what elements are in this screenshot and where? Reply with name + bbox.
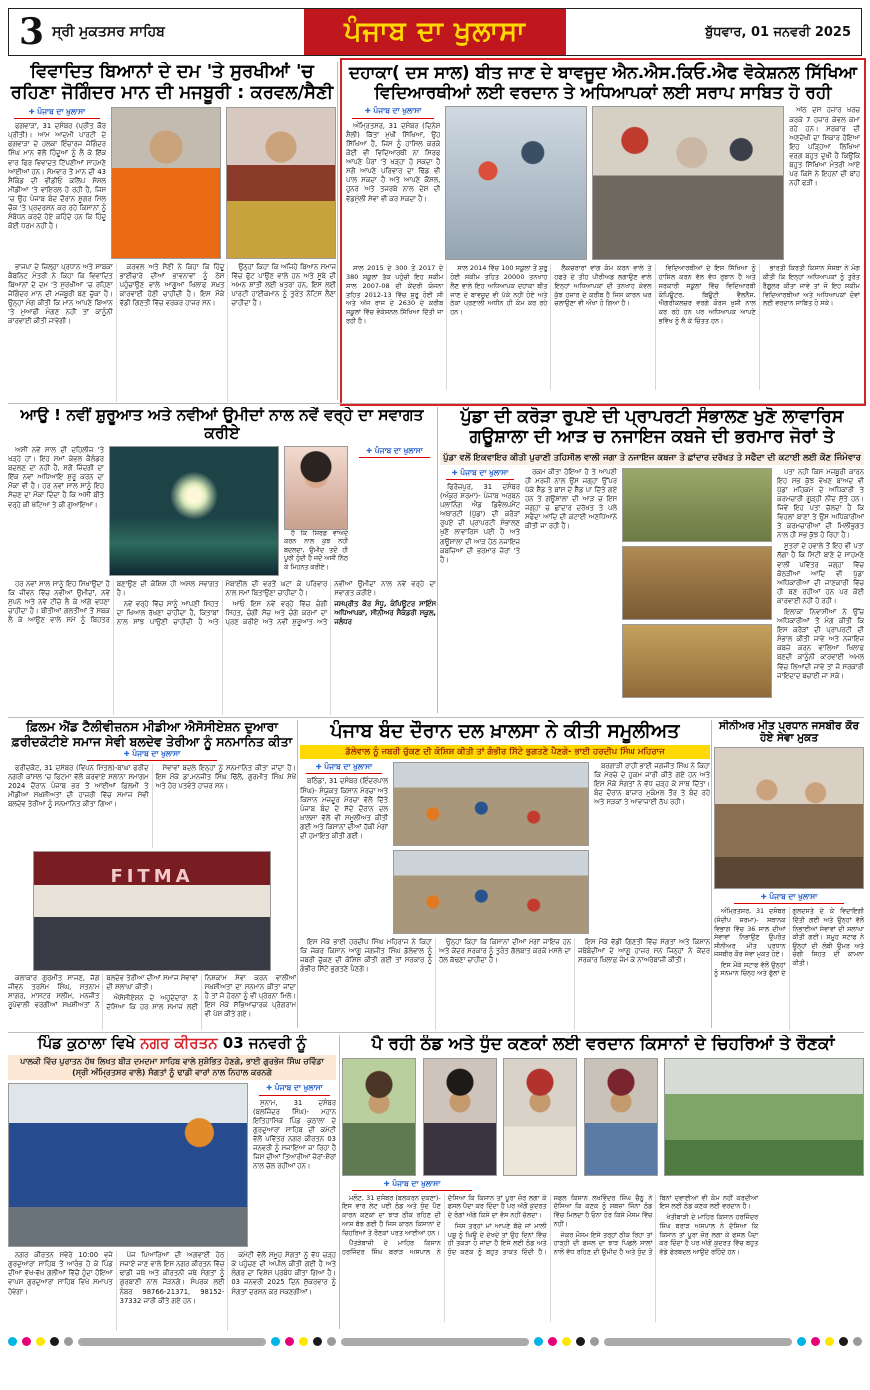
- article-punjab-bandh: [300, 720, 710, 1030]
- body-paragraph: ਕਮੇਟੀ ਵੱਲੋਂ ਸਮੂਹ ਸੰਗਤਾਂ ਨੂੰ ਵੱਧ ਚੜ੍ਹ ਕੇ ਪਹੁੰਚਣ ਦੀ ਅਪੀਲ ਕੀਤੀ ਗਈ ਹੈ ਅਤੇ ਲੰਗਰ ਦਾ ਵਿਸ਼ੇਸ਼ ਪ੍ਰਬੰਧ ਕੀਤਾ ਗਿਆ ਹੈ। 03 ਜਨਵਰੀ 2025 ਦਿਨ ਸ਼ੁੱਕਰਵਾਰ ਨੂੰ ਸੰਗਤਾਂ ਦਰਸ਼ਨ ਕਰ ਸਕਣਗੀਆਂ।: [231, 1251, 336, 1296]
- photo-fitma-group: [33, 851, 271, 971]
- body-paragraph: ਜਿਸ ਤਰ੍ਹਾਂ ਮਾਂ ਆਪਣੇ ਬੱਚੇ ਜਾਂ ਮਾਲੀ ਪਸ਼ੂ ਨੂੰ ਘਿਉ ਦੇ ਦੇਖਦੇ ਤਾਂ ਉਹ ਦਿਨਾਂ ਵਿੱਚ ਹੀ ਤਕੜਾ ਹੋ ਜਾਂਦਾ ਹੈ ਇਸੇ ਲਈ ਠੰਡ ਅਤੇ ਧੁੰਦ ਕਣਕ ਨੂੰ ਬਹੁਤ ਤਾਕਤ ਦਿੰਦੀ ਹੈ। ਸਫਲ ਕਿਸਾਨ ਲਖਵਿੰਦਰ ਸਿੰਘ ਚੈਨੂ ਨੇ ਦੱਸਿਆ ਕਿ ਕਣਕ ਨੂੰ ਸਬਜ਼ਾ ਜਿੰਨਾ ਠੰਡ ਵਿੱਚ ਮਿਲਦਾ ਹੈ ਓਨਾ ਹੋਰ ਕਿਸੇ ਮੌਸਮ ਵਿੱਚ ਨਹੀਂ।: [447, 1193, 653, 1256]
- body-paragraph: ਨਵੇਂ ਵਰ੍ਹੇ ਵਿੱਚ ਸਾਨੂੰ ਆਪਣੀ ਸਿਹਤ ਦਾ ਖਿਆਲ ਰੱਖਣਾ ਚਾਹੀਦਾ ਹੈ, ਕਿਤਾਬਾਂ ਨਾਲ ਸਾਂਝ ਪਾਉਣੀ ਚਾਹੀਦੀ ਹੈ ਅਤੇ ਮੋਬਾਈਲ ਦੀ ਵਰਤੋਂ ਘਟਾ ਕੇ ਪਰਿਵਾਰ ਨਾਲ ਸਮਾਂ ਬਿਤਾਉਣਾ ਚਾਹੀਦਾ ਹੈ।: [116, 579, 328, 627]
- reg-dot-black: [50, 1337, 59, 1346]
- body-paragraph: ਭਾਰਤੀ ਕਿਰਤੀ ਕਿਸਾਨ ਸੰਸਥਾ ਨੇ ਮੰਗ ਕੀਤੀ ਕਿ ਇਨ੍ਹਾਂ ਅਧਿਆਪਕਾਂ ਨੂੰ ਤੁਰੰਤ ਰੈਗੂਲਰ ਕੀਤਾ ਜਾਵੇ ਤਾਂ ਜੋ ਇਹ ਸਕੀਮ ਵਿਦਿਆਰਥੀਆਂ ਅਤੇ ਅਧਿਆਪਕਾਂ ਦੋਵਾਂ ਲਈ ਵਰਦਾਨ ਸਾਬਿਤ ਹੋ ਸਕੇ।: [762, 264, 860, 308]
- photo-farewell-ceremony: [714, 747, 864, 889]
- photo-felled-branches: [622, 624, 772, 698]
- lead-text: [8, 764, 296, 848]
- print-registration-marks: [8, 1337, 862, 1346]
- article-wheat-weather: [342, 1035, 864, 1331]
- headline: ਪੁੱਡਾ ਦੀ ਕਰੋੜਾ ਰੁਪਏ ਦੀ ਪ੍ਰਾਪਰਟੀ ਸੰਭਾਲਣ ਖੁਣੋ ਲਾਵਾਰਿਸ ਗਊਸ਼ਾਲਾ ਦੀ ਆੜ ਚ ਨਜਾਇਜ ਕਬਜੇ ਦੀ ਭਰਮਾਰ ਜੋਰਾਂ ਤੇ: [460, 407, 844, 448]
- lead-text: [440, 483, 520, 565]
- body-paragraph: ਇਸ ਮੌਕੇ ਸਟਾਫ ਵੱਲੋਂ ਉਨ੍ਹਾਂ ਨੂੰ ਸਨਮਾਨ ਚਿੰਨ੍ਹ ਅਤੇ ਫੁੱਲਾਂ ਦੇ ਗੁਲਦਸਤੇ ਦੇ ਕੇ ਵਿਦਾਇਗੀ ਦਿੱਤੀ ਗਈ ਅਤੇ ਉਨ੍ਹਾਂ ਵੱਲੋਂ ਨਿਭਾਈਆਂ ਸੇਵਾਵਾਂ ਦੀ ਸ਼ਲਾਘਾ ਕੀਤੀ ਗਈ। ਸਮੂਹ ਸਟਾਫ ਨੇ ਉਨ੍ਹਾਂ ਦੀ ਲੰਬੀ ਉਮਰ ਅਤੇ ਚੰਗੀ ਸਿਹਤ ਦੀ ਕਾਮਨਾ ਕੀਤੀ।: [714, 907, 864, 978]
- body-text: [346, 264, 860, 390]
- body-paragraph: ਰਕਮ ਕੀਤਾ ਹੋਇਆ ਹੈ ਤੇ ਆਪਣੀ ਹੀ ਮਰਜ਼ੀ ਨਾਲ ਉਸ ਜਗ੍ਹਾ ਉੱਪਰ ਪੱਕੇ ਸ਼ੈੱਡ ਤੇ ਬਾਂਸ ਦੇ ਸ਼ੈੱਡ ਪਾ ਦਿੱਤੇ ਗਏ ਹਨ ਤੇ ਗਊਸ਼ਾਲਾ ਦੀ ਆੜ ਚ ਇਸ ਜਗ੍ਹਾ ਚ ਛਾਂਦਾਰ ਦਰੱਖਤ ਤੇ ਪਲੇ ਸਫੈਦਾ ਆਦਿ ਦੀ ਕਟਾਈ ਅਣਧਿਆਨੇ ਕੀਤੀ ਜਾ ਰਹੀ ਹੈ।: [525, 467, 617, 531]
- reg-dot-cyan: [797, 1337, 806, 1346]
- reg-dot-gray: [590, 1337, 599, 1346]
- lead-text: [300, 777, 388, 841]
- body-paragraph: ਫਰੀਦਕੋਟ, 31 ਦਸੰਬਰ (ਵਿਪਨ ਮਿੱਤਲ)-ਬਾਘਾ ਫਰੀਦ ਨਗਰੀ ਕਾਂਸਲ 'ਚ ਫਿਟਮਾ ਵੱਲੋਂ ਕਰਵਾਏ ਸਲਾਨਾ ਸਮਾਗਮ 2024 ਦੌਰਾਨ ਪੰਜਾਬ ਭਰ ਤੋਂ ਆਈਆਂ ਫ਼ਿਲਮੀ ਤੇ ਮੀਡੀਆ ਸਖ਼ਸ਼ੀਅਤਾਂ ਦੀ ਹਾਜ਼ਰੀ ਵਿੱਚ ਸਮਾਜ ਸੇਵੀ ਬਲਦੇਵ ਤੇਰੀਆ ਨੂੰ ਸਨਮਾਨਿਤ ਕੀਤਾ ਗਿਆ।: [8, 764, 149, 809]
- body-paragraph: ਸੇਵਾਵਾਂ ਬਦਲੇ ਇਨ੍ਹਾਂ ਨੂੰ ਸਨਮਾਨਿਤ ਕੀਤਾ ਜਾਂਦਾ ਹੈ। ਇਸ ਮੌਕੇ ਡਾ.ਮਨਜੀਤ ਸਿੰਘ ਢਿੱਲੋਂ, ਗੁਰਮੀਤ ਸਿੰਘ ਸੇਖੋਂ ਅਤੇ ਹੋਰ ਪਤਵੰਤੇ ਹਾਜ਼ਰ ਸਨ।: [155, 764, 296, 791]
- body-paragraph: ਨਗਰ ਕੀਰਤਨ ਸਵੇਰੇ 10:00 ਵਜੇ ਗੁਰਦੁਆਰਾ ਸਾਹਿਬ ਤੋਂ ਆਰੰਭ ਹੋ ਕੇ ਪਿੰਡ ਦੀਆਂ ਵੱਖ-ਵੱਖ ਗਲੀਆਂ ਵਿੱਚੋਂ ਹੁੰਦਾ ਹੋਇਆ ਵਾਪਸ ਗੁਰਦੁਆਰਾ ਸਾਹਿਬ ਵਿਖੇ ਸਮਾਪਤ ਹੋਵੇਗਾ।: [8, 1251, 113, 1296]
- photo-foggy-wheat-field: [664, 1058, 864, 1176]
- article-retirement: [714, 720, 864, 1030]
- photo-stack: [393, 762, 589, 934]
- body-paragraph: ਸਾਲ 2014 ਵਿੱਚ 100 ਸਕੂਲਾਂ ਤੋਂ ਸ਼ੁਰੂ ਹੋਈ ਸਕੀਮ ਤਹਿਤ 20000 ਤਨਖਾਹ ਲੈਣ ਵਾਲੇ ਇਹ ਅਧਿਆਪਕ ਦਹਾਕਾ ਬੀਤ ਜਾਣ ਦੇ ਬਾਵਜੂਦ ਵੀ ਪੱਕੇ ਨਹੀਂ ਹੋਏ ਅਤੇ ਠੇਕਾ ਪ੍ਰਣਾਲੀ ਅਧੀਨ ਹੀ ਕੰਮ ਕਰ ਰਹੇ ਹਨ।: [450, 264, 548, 316]
- headline: ਵਿਵਾਦਿਤ ਬਿਆਨਾਂ ਦੇ ਦਮ 'ਤੇ ਸੁਰਖੀਆਂ 'ਚ ਰਹਿਣਾ ਜੋਗਿੰਦਰ ਮਾਨ ਦੀ ਮਜਬੂਰੀ : ਕਰਵਲ/ਸੈਣੀ: [10, 62, 334, 103]
- reg-dot-black: [839, 1337, 848, 1346]
- side-column: [594, 762, 710, 930]
- divider: [8, 1032, 864, 1033]
- byline-tag: [734, 892, 844, 904]
- reg-dot-magenta: [811, 1337, 820, 1346]
- plus-icon: ✚: [451, 468, 458, 477]
- body-paragraph: ਫਿਰੋਜ਼ਪੁਰ, 31 ਦਸੰਬਰ (ਅੰਕੁਰ ਸ਼ਰਮਾ)- ਪੰਜਾਬ ਅਰਬਨ ਪਲਾਨਿੰਗ ਐਂਡ ਡਿਵੈਲਪਮੈਂਟ ਅਥਾਰਟੀ (ਪੁੱਡਾ) ਦੀ ਕਰੋੜਾਂ ਰੁਪਏ ਦੀ ਪ੍ਰਾਪਰਟੀ ਸੰਭਾਲਣ ਖੁਣੋਂ ਲਾਵਾਰਿਸ ਪਈ ਹੈ ਅਤੇ ਗਊਸ਼ਾਲਾ ਦੀ ਆੜ ਹੇਠ ਨਜਾਇਜ਼ ਕਬਜ਼ਿਆਂ ਦੀ ਭਰਮਾਰ ਜ਼ੋਰਾਂ 'ਤੇ ਹੈ।: [440, 482, 520, 564]
- byline-label: ਪੰਜਾਬ ਦਾ ਖੁਲਾਸਾ: [460, 467, 509, 477]
- body-paragraph: ਬਠਿੰਡਾ, 31 ਦਸੰਬਰ (ਇੰਦਰਪਾਲ ਸਿੰਘ)- ਸੰਯੁਕਤ ਕਿਸਾਨ ਮੋਰਚਾ ਅਤੇ ਕਿਸਾਨ ਮਜ਼ਦੂਰ ਮੋਰਚਾ ਵੱਲੋਂ ਦਿੱਤੇ ਪੰਜਾਬ ਬੰਦ ਦੇ ਸੱਦੇ ਦੌਰਾਨ ਦਲ ਖ਼ਾਲਸਾ ਵੱਲੋਂ ਵੀ ਸਮੂਲੀਅਤ ਕੀਤੀ ਗਈ ਅਤੇ ਕਿਸਾਨਾਂ ਦੀਆਂ ਹੱਕੀ ਮੰਗਾਂ ਦੀ ਹਮਾਇਤ ਕੀਤੀ ਗਈ।: [300, 777, 388, 840]
- reg-dot-yellow: [825, 1337, 834, 1346]
- masthead: ਪੰਜਾਬ ਦਾ ਖੁਲਾਸਾ: [304, 9, 566, 55]
- byline-tag: [352, 106, 434, 118]
- body-text: [8, 1251, 336, 1331]
- byline-label: ਪੰਜਾਬ ਦਾ ਖੁਲਾਸਾ: [373, 106, 422, 116]
- divider: [711, 720, 712, 1028]
- article-puda-property: [440, 407, 864, 715]
- divider: [297, 720, 298, 1028]
- body-paragraph: ਭਾਜਪਾ ਦੇ ਜ਼ਿਲ੍ਹਾ ਪ੍ਰਧਾਨ ਅਤੇ ਸਾਬਕਾ ਕੈਬਨਿਟ ਮੰਤਰੀ ਨੇ ਕਿਹਾ ਕਿ ਵਿਵਾਦਿਤ ਬਿਆਨਾਂ ਦੇ ਦਮ 'ਤੇ ਸੁਰਖੀਆਂ 'ਚ ਰਹਿਣਾ ਜੋਗਿੰਦਰ ਮਾਨ ਦੀ ਮਜਬੂਰੀ ਬਣ ਚੁੱਕਾ ਹੈ। ਉਨ੍ਹਾਂ ਮੰਗ ਕੀਤੀ ਕਿ ਮਾਨ ਆਪਣੇ ਬਿਆਨ 'ਤੇ ਮੁਆਫੀ ਮੰਗਣ ਨਹੀਂ ਤਾਂ ਕਾਨੂੰਨੀ ਕਾਰਵਾਈ ਕੀਤੀ ਜਾਵੇਗੀ।: [8, 262, 113, 326]
- byline-tag: [259, 1083, 330, 1095]
- lead-column: [440, 468, 520, 698]
- photo-people-group: [445, 106, 587, 260]
- lead-column: [8, 107, 106, 257]
- photo-students-wall: [592, 106, 784, 260]
- body-paragraph: ਸੂਤਰਾਂ ਦੇ ਹਵਾਲੇ ਤੋਂ ਇਹ ਵੀ ਪਤਾ ਲੱਗਾ ਹੈ ਕਿ ਸਿਟੀ ਬਾਣੇ ਦੇ ਸਾਹਮਣੇ ਵਾਲੀ ਪਵਿੱਤਰ ਜਗ੍ਹਾ ਵਿੱਚ ਕੋਠੜੀਆਂ ਆਦਿ ਵੀ ਪੁੱਡਾ ਅਧਿਕਾਰੀਆਂ ਦੀ ਜਾਣਕਾਰੀ ਵਿੱਚ ਹੀ ਬਣ ਰਹੀਆਂ ਹਨ ਪਰ ਕੋਈ ਕਾਰਵਾਈ ਨਹੀਂ ਹੋ ਰਹੀ।: [777, 542, 864, 605]
- body-paragraph: ਕਲਾਕਾਰ ਗੁਰਮੀਤ ਸਾਜਣ, ਜੱਗ ਜੀਵਨ ਤਰਸੇਮ ਸਿੰਘ, ਸਤਨਾਮ ਸਾਗਰ, ਮਾਸਟਰ ਸਲੀਮ, ਮਨਜੀਤ ਰੂਪੋਵਾਲੀ ਵਰਗੀਆਂ ਸਖ਼ਸ਼ੀਅਤਾਂ ਨੇ ਬਲਦੇਵ ਤੇਰੀਆ ਦੀਆਂ ਸਮਾਜ ਸੇਵਾਵਾਂ ਦੀ ਸ਼ਲਾਘਾ ਕੀਤੀ।: [8, 974, 198, 1010]
- byline-label: ਪੰਜਾਬ ਦਾ ਖੁਲਾਸਾ: [392, 1178, 441, 1188]
- reg-dot-black: [576, 1337, 585, 1346]
- photo-farmer-2: [423, 1058, 497, 1176]
- headline-red-part: ਨਗਰ ਕੀਰਤਨ: [140, 1035, 218, 1052]
- plus-icon: ✚: [760, 893, 767, 902]
- body-text: [8, 263, 336, 402]
- article-new-year: [8, 407, 436, 715]
- photo-protest-crowd-1: [393, 762, 589, 846]
- headline: ਆਉ ! ਨਵੀਂ ਸ਼ੁਰੂਆਤ ਅਤੇ ਨਵੀਆਂ ਉਮੀਦਾਂ ਨਾਲ ਨਵੇਂ ਵਰ੍ਹੇ ਦਾ ਸਵਾਗਤ ਕਰੀਏ: [20, 407, 424, 442]
- reg-dot-yellow: [562, 1337, 571, 1346]
- edition-name: ਸ੍ਰੀ ਮੁਕਤਸਰ ਸਾਹਿਬ: [52, 24, 165, 40]
- side-column: [253, 1083, 336, 1245]
- body-paragraph: ਸੁਨਾਮ, 31 ਦਸੰਬਰ (ਬਲਜਿੰਦਰ ਸਿੰਘ)- ਮਹਾਨ ਇਤਿਹਾਸਿਕ ਪਿੰਡ ਕੁਠਾਲਾ ਦੇ ਗੁਰਦੁਆਰਾ ਸਾਹਿਬ ਦੀ ਕਮੇਟੀ ਵੱਲੋਂ ਪਵਿੱਤਰ ਨਗਰ ਕੀਰਤਨ 03 ਜਨਵਰੀ ਨੂੰ ਸਜਾਇਆ ਜਾ ਰਿਹਾ ਹੈ ਜਿਸ ਦੀਆਂ ਤਿਆਰੀਆਂ ਜ਼ੋਰਾਂ-ਸ਼ੋਰਾਂ ਨਾਲ ਚੱਲ ਰਹੀਆਂ ਹਨ।: [253, 1098, 336, 1171]
- publication-date: ਬੁੱਧਵਾਰ, 01 ਜਨਵਰੀ 2025: [705, 24, 851, 40]
- headline: ਪੰਜਾਬ ਬੰਦ ਦੌਰਾਨ ਦਲ ਖ਼ਾਲਸਾ ਨੇ ਕੀਤੀ ਸਮੂਲੀਅਤ: [330, 720, 680, 742]
- body-paragraph: ਕਰਵਲ ਅਤੇ ਸੈਣੀ ਨੇ ਕਿਹਾ ਕਿ ਹਿੰਦੂ ਭਾਈਚਾਰੇ ਦੀਆਂ ਭਾਵਨਾਵਾਂ ਨੂੰ ਠੇਸ ਪਹੁੰਚਾਉਣ ਵਾਲੇ ਆਗੂਆਂ ਖਿਲਾਫ ਸਖ਼ਤ ਕਾਰਵਾਈ ਹੋਣੀ ਚਾਹੀਦੀ ਹੈ। ਇਸ ਮੌਕੇ ਵੱਡੀ ਗਿਣਤੀ ਵਿੱਚ ਵਰਕਰ ਹਾਜ਼ਰ ਸਨ।: [119, 262, 225, 308]
- page-header: [8, 8, 862, 56]
- photo-farmer-3: [503, 1058, 577, 1176]
- headline-part: 03 ਜਨਵਰੀ ਨੂੰ: [217, 1035, 307, 1052]
- body-paragraph: ਪੈਂਤੜੇਬਾਜ਼ੀ ਦੇ ਮਾਹਿਰ ਕਿਸਾਨ ਹਰਜਿੰਦਰ ਸਿੰਘ ਬਰਾੜ ਅਸਪਾਲ ਨੇ ਦੱਸਿਆ ਕਿ ਕਿਸਾਨ ਤਾਂ ਪੂਰਾ ਜ਼ੋਰ ਲਗਾ ਕੇ ਫਸਲ ਪੈਦਾ ਕਰ ਦਿੰਦਾ ਹੈ ਪਰ ਅੱਗੋਂ ਕੁਦਰਤ ਦੇ ਰੰਗਾਂ ਅੱਗੇ ਕਿਸੇ ਦਾ ਵੱਸ ਨਹੀਂ ਚੱਲਦਾ।: [342, 1193, 547, 1256]
- reg-dot-magenta: [22, 1337, 31, 1346]
- body-paragraph: ਬਰਗਾੜੀ ਰਾਹੀਂ ਭਾਈ ਜਗਜੀਤ ਸਿੰਘ ਨੇ ਕਿਹਾ ਕਿ ਮੋਰਚੇ ਦੇ ਹੁਕਮ ਜਾਰੀ ਕੀਤੇ ਗਏ ਹਨ ਅਤੇ ਇਸ ਮੌਕੇ ਸੰਗਤਾਂ ਨੇ ਵੱਧ ਚੜ੍ਹ ਕੇ ਸਾਥ ਦਿੱਤਾ। ਬੰਦ ਦੌਰਾਨ ਬਾਜ਼ਾਰ ਮੁਕੰਮਲ ਤੌਰ ਤੇ ਬੰਦ ਰਹੇ ਅਤੇ ਸੜਕਾਂ ਤੇ ਆਵਾਜਾਈ ਠੱਪ ਰਹੀ।: [594, 762, 710, 807]
- subheadline: ਪਾਲਕੀ ਵਿੱਚ ਪੁਰਾਤਨ ਹੱਥ ਲਿਖਤ ਬੀੜ ਦਮਦਮਾ ਸਾਹਿਬ ਵਾਲੇ ਸੁਸ਼ੋਭਿਤ ਹੋਣਗੇ, ਭਾਈ ਗੁਰਭੇਜ ਸਿੰਘ ਚਵਿੰਡਾ (ਸ੍ਰੀ ਅੰਮ੍ਰਿਤਸਰ ਵਾਲੇ) ਸੰਗਤਾਂ ਨੂੰ ਢਾਡੀ ਵਾਰਾਂ ਨਾਲ ਨਿਹਾਲ ਕਰਨਗੇ: [8, 1055, 336, 1080]
- plus-icon: ✚: [266, 1084, 273, 1093]
- body-paragraph: ਅੰਮ੍ਰਿਤਸਰ, 31 ਦਸੰਬਰ (ਦਿਨੇਸ਼ ਸ਼ੈਲੀ) ਕਿੱਤਾ ਮੁਖੀ ਸਿੱਖਿਆ, ਉਹ ਸਿੱਖਿਆ ਹੈ, ਜਿਸ ਨੂੰ ਹਾਸਿਲ ਕਰਕੇ ਕੋਈ ਵੀ ਵਿਦਿਆਰਥੀ ਨਾ ਸਿਰਫ ਆਪਣੇ ਪੈਰਾਂ 'ਤੇ ਖੜ੍ਹਾ ਹੋ ਸਕਦਾ ਹੈ ਸਗੋਂ ਆਪਣੇ ਪਰਿਵਾਰ ਦਾ ਢਿੱਡ ਵੀ ਪਾਲ ਸਕਦਾ ਹੈ ਅਤੇ ਆਪਣੇ ਕੌਸ਼ਲ, ਹੁਨਰ ਅਤੇ ਤਜਰਬੇ ਨਾਲ ਦੇਸ਼ ਦੀ ਵੱਡਮੁੱਲੀ ਸੇਵਾ ਵੀ ਕਰ ਸਕਦਾ ਹੈ।: [346, 121, 441, 203]
- reg-dot-yellow: [299, 1337, 308, 1346]
- body-paragraph: ਅਸੀਂ ਨਵੇਂ ਸਾਲ ਦੀ ਦਹਿਲੀਜ਼ 'ਤੇ ਖੜ੍ਹੇ ਹਾਂ। ਇਹ ਸਮਾਂ ਕੇਵਲ ਕੈਲੰਡਰ ਬਦਲਣ ਦਾ ਨਹੀਂ ਹੈ, ਸਗੋਂ ਜ਼ਿੰਦਗੀ ਦਾ ਇੱਕ ਨਵਾਂ ਅਧਿਆਇ ਸ਼ੁਰੂ ਕਰਨ ਦਾ ਮੌਕਾ ਵੀ ਹੈ। ਹਰ ਨਵਾਂ ਸਾਲ ਸਾਨੂੰ ਇਹ ਸੋਚਣ ਦਾ ਮੌਕਾ ਦਿੰਦਾ ਹੈ ਕਿ ਅਸੀਂ ਬੀਤੇ ਵਰ੍ਹੇ ਕੀ ਖੱਟਿਆ ਤੇ ਕੀ ਗੁਆਇਆ।: [8, 445, 104, 509]
- reg-dot-magenta: [285, 1337, 294, 1346]
- page-number: 3: [19, 11, 45, 53]
- article-jogindar-maan: [8, 62, 336, 402]
- body-paragraph: ਖੇਤੀਬਾੜੀ ਦੇ ਮਾਹਿਰ ਕਿਸਾਨ ਹਰਜਿੰਦਰ ਸਿੰਘ ਬਰਾੜ ਅਸਪਾਲ ਨੇ ਦੱਸਿਆ ਕਿ ਕਿਸਾਨ ਤਾਂ ਪੂਰਾ ਜ਼ੋਰ ਲਗਾ ਕੇ ਫਸਲ ਪੈਦਾ ਕਰ ਦਿੰਦਾ ਹੈ ਪਰ ਅੱਗੋਂ ਕੁਦਰਤ ਵਿੱਚ ਬਹੁਤ ਵੱਡੇ ਫੇਰਬਦਲ ਆਉਂਦੇ ਰਹਿੰਦੇ ਹਨ।: [659, 1213, 759, 1256]
- body-paragraph: ਜਸਪ੍ਰੀਤ ਕੌਰ ਸੰਧੂ, ਕੰਪਿਊਟਰ ਸਾਇੰਸ ਅਧਿਆਪਕਾ, ਸੀਨੀਅਰ ਸੈਕੰਡਰੀ ਸਕੂਲ, ਜਲੰਧਰ: [334, 600, 436, 627]
- article-fitma-honour: [8, 720, 296, 1030]
- body-text: [342, 1194, 864, 1322]
- divider: [8, 717, 864, 718]
- headline-box: [8, 720, 296, 749]
- body-text: [714, 907, 864, 1030]
- reg-bar: [604, 1338, 792, 1346]
- article-nagar-kirtan: [8, 1035, 336, 1331]
- reg-dot-gray: [853, 1337, 862, 1346]
- article-nsqf-vocational: [340, 58, 866, 406]
- photo-saffron-man: [111, 107, 221, 259]
- second-column: [525, 468, 617, 698]
- headline-part: ਪਿੰਡ ਕੁਠਾਲਾ ਵਿਖੇ: [37, 1035, 141, 1052]
- body-paragraph: ਇਸ ਮੌਕੇ ਵੱਡੀ ਗਿਣਤੀ ਵਿੱਚ ਸੰਗਤਾਂ ਅਤੇ ਕਿਸਾਨ ਜਥੇਬੰਦੀਆਂ ਦੇ ਆਗੂ ਹਾਜ਼ਰ ਸਨ ਜਿਨ੍ਹਾਂ ਨੇ ਕੇਂਦਰ ਸਰਕਾਰ ਖ਼ਿਲਾਫ਼ ਜੰਮ ਕੇ ਨਾਅਰੇਬਾਜ਼ੀ ਕੀਤੀ।: [578, 938, 710, 965]
- photo-nihang-procession: [8, 1083, 248, 1247]
- side-column: [353, 446, 436, 574]
- byline-label: ਪੰਜਾਬ ਦਾ ਖੁਲਾਸਾ: [324, 762, 373, 772]
- author-column: [284, 446, 348, 576]
- body-text: [300, 938, 710, 1030]
- lead-column: [8, 446, 104, 574]
- byline-label: ਪੰਜਾਬ ਦਾ ਖੁਲਾਸਾ: [37, 106, 86, 116]
- byline-label: ਪੰਜਾਬ ਦਾ ਖੁਲਾਸਾ: [374, 445, 423, 455]
- byline-label: ਪੰਜਾਬ ਦਾ ਖੁਲਾਸਾ: [132, 749, 181, 758]
- lead-text: [8, 122, 106, 231]
- headline: ਸੀਨੀਅਰ ਮੀਤ ਪ੍ਰਧਾਨ ਜਸਬੀਰ ਕੌਰ ਹੋਏ ਸੇਵਾ ਮੁਕਤ: [718, 720, 860, 745]
- photo-protest-crowd-2: [393, 850, 589, 934]
- lead-column: [346, 106, 440, 258]
- body-paragraph: ਪੰਜ ਪਿਆਰਿਆਂ ਦੀ ਅਗਵਾਈ ਹੇਠ ਸਜਾਏ ਜਾਣ ਵਾਲੇ ਇਸ ਨਗਰ ਕੀਰਤਨ ਵਿੱਚ ਢਾਡੀ ਜਥੇ ਅਤੇ ਕੀਰਤਨੀ ਜਥੇ ਸੰਗਤਾਂ ਨੂੰ ਗੁਰਬਾਣੀ ਨਾਲ ਜੋੜਨਗੇ। ਸੰਪਰਕ ਲਈ ਨੰਬਰ 98766-21371, 98152-37332 ਜਾਰੀ ਕੀਤੇ ਗਏ ਹਨ।: [119, 1251, 225, 1305]
- byline-label: ਪੰਜਾਬ ਦਾ ਖੁਲਾਸਾ: [274, 1083, 323, 1093]
- body-paragraph: ਹੈ ਕਿ ਸਿਰਫ਼ ਵਾਅਦੇ ਕਰਨ ਨਾਲ ਕੁਝ ਨਹੀਂ ਬਦਲਦਾ, ਉਮੀਦ ਤਦੋਂ ਹੀ ਪੂਰੀ ਹੁੰਦੀ ਹੈ ਜਦੋਂ ਅਸੀਂ ਨਿੱਠ ਕੇ ਮਿਹਨਤ ਕਰੀਏ।: [284, 529, 348, 571]
- body-text: [8, 974, 296, 1030]
- headline: ਫ਼ਿਲਮ ਐਂਡ ਟੈਲੀਵੀਜ਼ਨਸ ਮੀਡੀਆ ਐਸੋਸੀਏਸ਼ਨ ਦੁਆਰਾ ਫ਼ਰੀਦਕੋਟੀਏ ਸਮਾਜ ਸੇਵੀ ਬਲਦੇਵ ਤੇਰੀਆ ਨੂੰ ਸਨਮਾਨਿਤ ਕੀਤਾ: [11, 720, 293, 749]
- fitma-backdrop-text: FITMA: [110, 866, 194, 887]
- body-paragraph: ਲੈਕਚਰਾਰਾਂ ਵਾਂਗ ਕੰਮ ਕਰਨ ਵਾਲੇ ਤੇ ਹਫਤੇ ਦੇ ਤੀਹ ਪੀਰੀਅਡ ਲਗਾਉਣ ਵਾਲੇ ਇਨ੍ਹਾਂ ਅਧਿਆਪਕਾਂ ਦੀ ਤਨਖਾਹ ਕੇਵਲ ਕੁੱਝ ਹਜ਼ਾਰ ਦੇ ਕਰੀਬ ਹੈ ਜਿਸ ਕਾਰਨ ਘਰ ਚਲਾਉਣਾ ਵੀ ਔਖਾ ਹੋ ਗਿਆ ਹੈ।: [554, 264, 652, 308]
- body-paragraph: ਫਗਵਾੜਾ, 31 ਦਸੰਬਰ (ਪ੍ਰੀਤ ਕੌਰ ਪ੍ਰੀਤੀ)। ਆਮ ਆਦਮੀ ਪਾਰਟੀ ਦੇ ਫਗਵਾੜਾ ਦੇ ਹਲਕਾ ਇੰਚਾਰਜ ਜੋਗਿੰਦਰ ਸਿੰਘ ਮਾਨ ਵੱਲੋਂ ਹਿੰਦੂਆਂ ਨੂੰ ਲੈ ਕੇ ਇੱਕ ਵਾਰ ਫਿਰ ਵਿਵਾਦਤ ਟਿੱਪਣੀਆਂ ਸਾਹਮਣੇ ਆਈਆਂ ਹਨ। ਸੋਮਵਾਰ ਤੋਂ ਮਾਨ ਦੀ 43 ਸੈਕਿੰਡ ਦੀ ਵੀਡੀਓ ਕਲਿੱਪ ਸੋਸ਼ਲ ਮੀਡੀਆ 'ਤੇ ਵਾਇਰਲ ਹੋ ਰਹੀ ਹੈ, ਜਿਸ 'ਚ ਉਹ ਪੰਜਾਬ ਬੰਦ ਦੌਰਾਨ ਸ਼ੂਗਰ ਮਿੱਲ ਚੌਕ 'ਤੇ ਪ੍ਰਦਰਸ਼ਨ ਕਰ ਰਹੇ ਕਿਸਾਨਾਂ ਨੂੰ ਸੰਬੋਧਨ ਕਰਦੇ ਹੋਏ ਕਹਿੰਦੇ ਹਨ ਕਿ ਹਿੰਦੂ ਕੋਈ ਧਰਮ ਨਹੀਂ ਹੈ।: [8, 122, 106, 231]
- subheadline: ਪੁੱਡਾ ਵਲੋਂ ਇਕਵਾਇਰ ਕੀਤੀ ਪੁਰਾਣੀ ਤਹਿਸੀਲ ਵਾਲੀ ਜਗਾ ਤੇ ਨਜਾਇਜ ਕਬਜਾ ਤੇ ਛਾਂਦਾਰ ਦਰੱਖਤ ਤੇ ਸਫੈਦਾ ਦੀ ਕਟਾਈ ਲਈ ਕੌਣ ਜਿੰਮੇਵਾਰ: [440, 451, 864, 465]
- plus-icon: ✚: [364, 107, 371, 116]
- body-paragraph: ਪਤਾ ਨਹੀਂ ਕਿਸ ਮਜ਼ਬੂਰੀ ਕਾਰਨ ਇਹ ਸਭ ਕੁੱਝ ਵੇਖਣ ਬਾਅਦ ਵੀ ਪੁੱਡਾ ਮਹਿਕਮੇ ਦੇ ਅਧਿਕਾਰੀ ਤੇ ਕਰਮਚਾਰੀ ਗੂੜ੍ਹੀ ਨੀਂਦ ਸੁੱਤੇ ਹਨ। ਜਿਵੇਂ ਇਹ ਪਤਾ ਚੱਲਦਾ ਹੈ ਕਿ ਵਿਹਲਾਂ ਬਾਣਾਂ ਤੇ ਉਸ ਅਧਿਕਾਰੀਆਂ ਤੇ ਕਰਮਚਾਰੀਆਂ ਦੀ ਮਿਲੀਭੁਗਤ ਨਾਲ ਹੀ ਸਭ ਕੁੱਝ ਹੋ ਰਿਹਾ ਹੈ।: [777, 467, 864, 540]
- reg-bar: [78, 1338, 266, 1346]
- divider: [339, 1035, 340, 1329]
- divider: [8, 403, 864, 404]
- headline: [8, 1035, 336, 1052]
- photo-author-portrait: [284, 446, 348, 530]
- photo-garlanded-man: [226, 107, 336, 259]
- body-paragraph: ਅੰਮ੍ਰਿਤਸਰ, 31 ਦਸੰਬਰ (ਸੰਦੀਪ ਸ਼ਰਮਾ)- ਸਥਾਨਕ ਵਿਭਾਗ ਵਿੱਚ 36 ਸਾਲ ਦੀਆਂ ਸੇਵਾਵਾਂ ਨਿਭਾਉਣ ਉਪਰੰਤ ਸੀਨੀਅਰ ਮੀਤ ਪ੍ਰਧਾਨ ਜਸਬੀਰ ਕੌਰ ਸੇਵਾ ਮੁਕਤ ਹੋਏ।: [714, 907, 786, 959]
- body-text: [8, 580, 436, 715]
- subheadline: ਡੱਲੇਵਾਲ ਨੂੰ ਜਬਰੀ ਚੁੱਕਣ ਦੀ ਕੋਸ਼ਿਸ਼ ਕੀਤੀ ਤਾਂ ਗੰਭੀਰ ਸਿੱਟੇ ਭੁਗਤਣੇ ਪੈਣਗੇ- ਭਾਈ ਹਰਦੀਪ ਸਿੰਘ ਮਹਿਰਾਜ: [300, 745, 710, 759]
- divider: [437, 407, 438, 713]
- byline-tag: [306, 762, 382, 774]
- body-paragraph: ਇਸ ਮੌਕੇ ਭਾਈ ਹਰਦੀਪ ਸਿੰਘ ਮਹਿਰਾਜ ਨੇ ਕਿਹਾ ਕਿ ਜੇਕਰ ਕਿਸਾਨ ਆਗੂ ਜਗਜੀਤ ਸਿੰਘ ਡੱਲੇਵਾਲ ਨੂੰ ਜਬਰੀ ਚੁੱਕਣ ਦੀ ਕੋਸ਼ਿਸ਼ ਕੀਤੀ ਗਈ ਤਾਂ ਸਰਕਾਰ ਨੂੰ ਗੰਭੀਰ ਸਿੱਟੇ ਭੁਗਤਣੇ ਪੈਣਗੇ।: [300, 938, 432, 974]
- plus-icon: ✚: [28, 107, 35, 116]
- headline: ਪੈ ਰਹੀ ਠੰਡ ਅਤੇ ਧੁੰਦ ਕਣਕਾਂ ਲਈ ਵਰਦਾਨ ਕਿਸਾਨਾਂ ਦੇ ਚਿਹਰਿਆਂ ਤੇ ਰੌਣਕਾਂ: [371, 1035, 835, 1054]
- divider: [337, 62, 338, 400]
- photo-stack: [622, 468, 772, 698]
- byline-tag: [446, 468, 514, 480]
- body-paragraph: ਅੱਠ ਦਸ ਹਜ਼ਾਰ ਖਰਚ ਕਰਕੇ 7 ਹਜ਼ਾਰ ਕੇਵਲ ਕਮਾ ਰਹੇ ਹਨ। ਸਰਕਾਰ ਦੀ ਅਣਦੇਖੀ ਦਾ ਸ਼ਿਕਾਰ ਹੋਇਆ ਇਹ ਪੜ੍ਹਿਆ ਲਿਖਿਆ ਵਰਗ ਬਹੁਤ ਦੁਖੀ ਹੈ ਕਿਉਂਕਿ ਬਹੁਤ ਸਿੱਖਿਆ ਮੰਤਰੀ ਆਏ ਪਰ ਕਿਸੇ ਨੇ ਇਹਨਾਂ ਦੀ ਬਾਂਹ ਨਹੀਂ ਫੜੀ।: [789, 106, 860, 188]
- byline-tag: [14, 107, 100, 119]
- author-note: [284, 530, 348, 574]
- body-paragraph: ਸਾਲ 2015 ਦੇ 300 ਤੋਂ 2017 ਦੇ 380 ਸਕੂਲਾਂ ਤੱਕ ਪਹੁੰਚੀ ਇਹ ਸਕੀਮ ਸਾਲ 2007-08 ਦੀ ਕੇਂਦਰੀ ਯੋਜਨਾ ਤਹਿਤ 2012-13 ਵਿੱਚ ਸ਼ੁਰੂ ਹੋਈ ਸੀ ਅਤੇ ਅੱਜ ਰਾਜ ਦੇ 2630 ਦੇ ਕਰੀਬ ਸਕੂਲਾਂ ਵਿੱਚ ਵੋਕੇਸ਼ਨਲ ਸਿੱਖਿਆ ਦਿੱਤੀ ਜਾ ਰਹੀ ਹੈ।: [346, 264, 444, 325]
- plus-icon: ✚: [315, 763, 322, 772]
- body-paragraph: ਜੇਕਰ ਮੌਸਮ ਇਸੇ ਤਰ੍ਹਾਂ ਠੀਕ ਰਿਹਾ ਤਾਂ ਹਾੜ੍ਹੀ ਦੀ ਫਸਲ ਦਾ ਝਾੜ ਪਿਛਲੇ ਸਾਲਾਂ ਨਾਲੋਂ ਵੱਧ ਰਹਿਣ ਦੀ ਉਮੀਦ ਹੈ ਅਤੇ ਧੁੰਦ ਤੋਂ ਬਿਨਾਂ ਦਵਾਈਆਂ ਵੀ ਕੰਮ ਨਹੀਂ ਕਰਦੀਆਂ ਇਸ ਲਈ ਠੰਡ ਕਣਕ ਲਈ ਵਰਦਾਨ ਹੈ।: [553, 1193, 759, 1256]
- reg-dot-cyan: [534, 1337, 543, 1346]
- byline-tag: [87, 749, 217, 761]
- photo-encroached-land: [622, 468, 772, 542]
- lead-text: [253, 1099, 336, 1172]
- reg-dot-magenta: [548, 1337, 557, 1346]
- lead-text: [346, 122, 440, 204]
- body-paragraph: ਉਨ੍ਹਾਂ ਕਿਹਾ ਕਿ ਕਿਸਾਨਾਂ ਦੀਆਂ ਮੰਗਾਂ ਜਾਇਜ਼ ਹਨ ਅਤੇ ਕੇਂਦਰ ਸਰਕਾਰ ਨੂੰ ਤੁਰੰਤ ਗੱਲਬਾਤ ਕਰਕੇ ਮਸਲੇ ਦਾ ਹੱਲ ਕੱਢਣਾ ਚਾਹੀਦਾ ਹੈ।: [439, 938, 571, 965]
- body-paragraph: ਉਨ੍ਹਾਂ ਕਿਹਾ ਕਿ ਅਜਿਹੇ ਬਿਆਨ ਸਮਾਜ ਵਿੱਚ ਫੁੱਟ ਪਾਉਣ ਵਾਲੇ ਹਨ ਅਤੇ ਸੂਬੇ ਦੀ ਅਮਨ ਸ਼ਾਂਤੀ ਲਈ ਖਤਰਾ ਹਨ, ਇਸ ਲਈ ਪਾਰਟੀ ਹਾਈਕਮਾਨ ਨੂੰ ਤੁਰੰਤ ਨੋਟਿਸ ਲੈਣਾ ਚਾਹੀਦਾ ਹੈ।: [231, 262, 336, 308]
- body-paragraph: ਵਿਦਿਆਰਥੀਆਂ ਦੇ ਇਸ ਸਿੱਖਿਆ ਨੂੰ ਹਾਸਿਲ ਕਰਨ ਵੱਲ ਵੱਧ ਰੁਝਾਨ ਹੈ ਅਤੇ ਸਰਕਾਰੀ ਸਕੂਲਾਂ ਵਿੱਚ ਵਿਦਿਆਰਥੀ ਕੰਪਿਊਟਰ, ਬਿਊਟੀ ਵੈਲਨੈਸ, ਐਗਰੀਕਲਚਰ ਵਰਗੇ ਕੋਰਸ ਖੁਸ਼ੀ ਨਾਲ ਕਰ ਰਹੇ ਹਨ ਪਰ ਅਧਿਆਪਕ ਆਪਣੇ ਭਵਿੱਖ ਨੂੰ ਲੈ ਕੇ ਚਿੰਤਤ ਹਨ।: [658, 264, 756, 325]
- lead-column: [300, 762, 388, 930]
- reg-dot-gray: [327, 1337, 336, 1346]
- plus-icon: ✚: [383, 1179, 390, 1188]
- byline-label: ਪੰਜਾਬ ਦਾ ਖੁਲਾਸਾ: [769, 892, 818, 902]
- side-column: [777, 468, 864, 698]
- body-paragraph: ਇਲਾਕਾ ਨਿਵਾਸੀਆਂ ਨੇ ਉੱਚ ਅਧਿਕਾਰੀਆਂ ਤੋਂ ਮੰਗ ਕੀਤੀ ਕਿ ਇਸ ਕਰੋੜਾਂ ਦੀ ਪ੍ਰਾਪਰਟੀ ਦੀ ਸੰਭਾਲ ਕੀਤੀ ਜਾਵੇ ਅਤੇ ਨਜਾਇਜ਼ ਕਬਜ਼ੇ ਕਰਨ ਵਾਲਿਆਂ ਖਿਲਾਫ ਬਣਦੀ ਕਾਨੂੰਨੀ ਕਾਰਵਾਈ ਅਮਲ ਵਿੱਚ ਲਿਆਂਦੀ ਜਾਵੇ ਤਾਂ ਜੋ ਸਰਕਾਰੀ ਜਾਇਦਾਦ ਬਚਾਈ ਜਾ ਸਕੇ।: [777, 608, 864, 680]
- photo-trees-cut: [622, 546, 772, 620]
- side-column: [789, 106, 860, 258]
- reg-dot-gray: [64, 1337, 73, 1346]
- reg-dot-cyan: [271, 1337, 280, 1346]
- reg-dot-cyan: [8, 1337, 17, 1346]
- photo-new-year-scene: [109, 446, 279, 576]
- headline: ਦਹਾਕਾ( ਦਸ ਸਾਲ) ਬੀਤ ਜਾਣ ਦੇ ਬਾਵਜੂਦ ਐਨ.ਐਸ.ਕਿਓ.ਐਫ ਵੋਕੇਸ਼ਨਲ ਸਿੱਖਿਆ ਵਿਦਿਆਰਥੀਆਂ ਲਈ ਵਰਦਾਨ ਤੇ ਅਧਿਆਪਕਾਂ ਲਈ ਸਰਾਪ ਸਾਬਿਤ ਹੋ ਰਹੀ: [348, 63, 857, 103]
- reg-dot-black: [313, 1337, 322, 1346]
- body-paragraph: ਆਓ ਇਸ ਨਵੇਂ ਵਰ੍ਹੇ ਵਿੱਚ ਚੰਗੀ ਸਿਹਤ, ਚੰਗੀ ਸੋਚ ਅਤੇ ਚੰਗੇ ਕਰਮਾਂ ਦਾ ਪ੍ਰਣ ਕਰੀਏ ਅਤੇ ਨਵੀਂ ਸ਼ੁਰੂਆਤ ਅਤੇ ਨਵੀਆਂ ਉਮੀਦਾਂ ਨਾਲ ਨਵੇਂ ਵਰ੍ਹੇ ਦਾ ਸਵਾਗਤ ਕਰੀਏ।: [225, 579, 436, 627]
- plus-icon: ✚: [123, 750, 130, 758]
- byline-tag: [359, 446, 430, 458]
- byline-tag: [352, 1179, 472, 1191]
- body-paragraph: ਐਸੋਸੀਏਸ਼ਨ ਦੇ ਅਹੁਦੇਦਾਰਾਂ ਨੇ ਦੱਸਿਆ ਕਿ ਹਰ ਸਾਲ ਸਮਾਜ ਲਈ ਨਿਸ਼ਕਾਮ ਸੇਵਾ ਕਰਨ ਵਾਲੀਆਂ ਸਖ਼ਸ਼ੀਅਤਾਂ ਦਾ ਸਨਮਾਨ ਕੀਤਾ ਜਾਂਦਾ ਹੈ ਤਾਂ ਜੋ ਹੋਰਨਾਂ ਨੂੰ ਵੀ ਪ੍ਰੇਰਨਾ ਮਿਲੇ। ਇਸ ਮੌਕੇ ਸੱਭਿਆਚਾਰਕ ਪ੍ਰੋਗਰਾਮ ਵੀ ਪੇਸ਼ ਕੀਤੇ ਗਏ।: [106, 974, 296, 1019]
- reg-dot-yellow: [36, 1337, 45, 1346]
- photo-farmer-1: [342, 1058, 416, 1176]
- plus-icon: ✚: [366, 446, 373, 455]
- body-paragraph: ਮਲੋਟ, 31 ਦਸੰਬਰ (ਬਲਕਰਨ ਦਕਣਾ)- ਇਸ ਵਾਰ ਲੇਟ ਪਈ ਠੰਡ ਅਤੇ ਧੁੰਦ ਪੈਣ ਕਾਰਨ ਕਣਕਾਂ ਦਾ ਝਾੜ ਠੀਕ ਰਹਿਣ ਦੀ ਆਸ ਬੱਝ ਗਈ ਹੈ ਜਿਸ ਕਾਰਨ ਕਿਸਾਨਾਂ ਦੇ ਚਿਹਰਿਆਂ ਤੇ ਰੌਣਕਾਂ ਪਰਤ ਆਈਆਂ ਹਨ।: [342, 1193, 441, 1237]
- body-paragraph: ਹਰ ਨਵਾਂ ਸਾਲ ਸਾਨੂੰ ਇਹ ਸਿਖਾਉਂਦਾ ਹੈ ਕਿ ਜੀਵਨ ਵਿੱਚ ਨਵੀਆਂ ਉਮੀਦਾਂ, ਨਵੇਂ ਸੁਪਨੇ ਅਤੇ ਨਵੇਂ ਟੀਚੇ ਲੈ ਕੇ ਅੱਗੇ ਵਧਣਾ ਚਾਹੀਦਾ ਹੈ। ਬੀਤੀਆਂ ਗਲਤੀਆਂ ਤੋਂ ਸਬਕ ਲੈ ਕੇ ਆਉਣ ਵਾਲੇ ਸਮੇਂ ਨੂੰ ਬਿਹਤਰ ਬਣਾਉਣ ਦੀ ਕੋਸ਼ਿਸ਼ ਹੀ ਅਸਲ ਸਵਾਗਤ ਹੈ।: [8, 579, 219, 625]
- photo-farmer-4: [584, 1058, 658, 1176]
- reg-bar: [341, 1338, 529, 1346]
